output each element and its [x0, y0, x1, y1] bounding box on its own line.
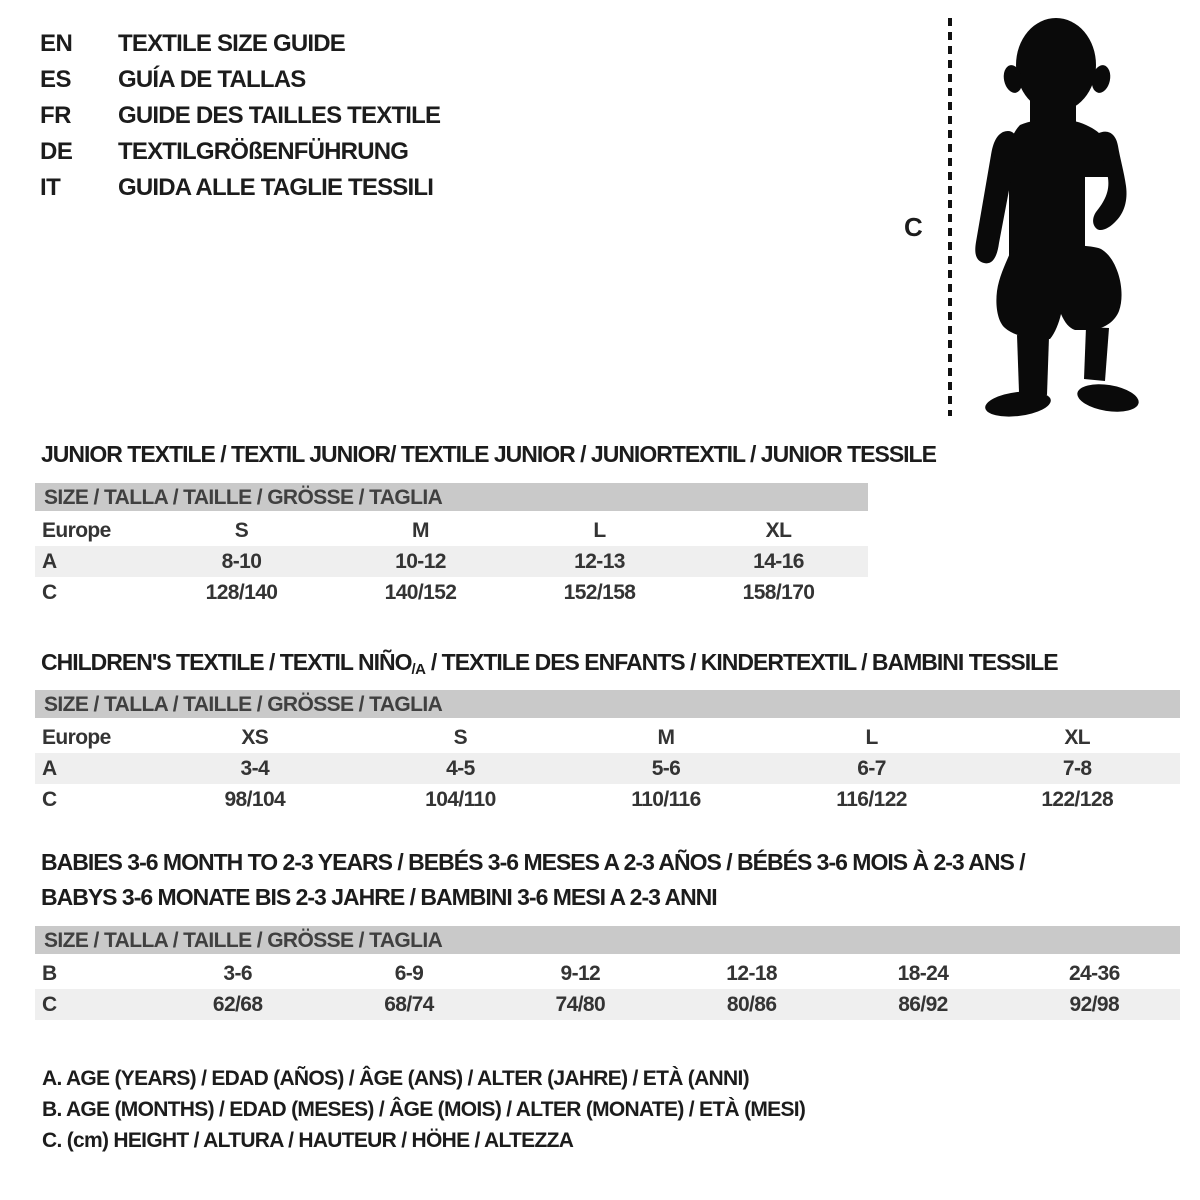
title-subscript: /A: [411, 661, 426, 678]
title-text: CHILDREN'S TEXTILE / TEXTIL NIÑO: [41, 649, 412, 675]
title-text: / TEXTILE DES ENFANTS / KINDERTEXTIL / BAMBINI TESSILE: [425, 649, 1058, 675]
size-value-cell: L: [593, 519, 606, 542]
table-row: [35, 753, 1180, 784]
guide-title: GUIDA ALLE TAGLIE TESSILI: [118, 174, 434, 201]
title-text: JUNIOR TEXTILE / TEXTIL JUNIOR/ TEXTILE JUNIOR / JUNIORTEXTIL / JUNIOR TESSILE: [41, 441, 936, 467]
section-title-line: [41, 437, 936, 472]
language-title-list: [40, 26, 440, 206]
size-value-cell: XL: [1064, 726, 1090, 749]
size-value-cell: 158/170: [742, 581, 815, 604]
section-children: [35, 645, 1180, 820]
legend-line: A. AGE (YEARS) / EDAD (AÑOS) / ÂGE (ANS) / ALTER (JAHRE) / ETÀ (ANNI): [42, 1067, 749, 1090]
row-label: Europe: [42, 726, 111, 749]
language-row: [40, 62, 440, 98]
row-label: C: [42, 581, 57, 604]
section-title-line: [41, 880, 1025, 915]
table-row: [35, 515, 868, 546]
section-title: [41, 437, 936, 472]
title-text: BABYS 3-6 MONATE BIS 2-3 JAHRE / BAMBINI 3-6 MESI A 2-3 ANNI: [41, 884, 717, 910]
size-value-cell: 14-16: [753, 550, 804, 573]
language-row: [40, 26, 440, 62]
size-value-cell: 98/104: [224, 788, 286, 811]
row-label: C: [42, 788, 57, 811]
size-value-cell: 7-8: [1062, 757, 1092, 780]
row-label: B: [42, 962, 57, 985]
size-value-cell: 86/92: [898, 993, 948, 1016]
language-row: [40, 98, 440, 134]
row-label: A: [42, 550, 57, 573]
title-text: BABIES 3-6 MONTH TO 2-3 YEARS / BEBÉS 3-6 MESES A 2-3 AÑOS / BÉBÉS 3-6 MOIS À 2-3 ANS /: [41, 849, 1025, 875]
size-value-cell: 92/98: [1069, 993, 1120, 1016]
section-title-line: [41, 645, 1058, 687]
size-value-cell: 8-10: [221, 550, 262, 573]
table-row: [35, 722, 1180, 753]
junior-size-table: [35, 483, 868, 608]
size-value-cell: M: [412, 519, 429, 542]
size-value-cell: 9-12: [560, 962, 601, 985]
size-header-bar: SIZE / TALLA / TAILLE / GRÖSSE / TAGLIA: [35, 690, 1180, 718]
row-label: A: [42, 757, 57, 780]
size-value-cell: 140/152: [384, 581, 457, 604]
language-code: IT: [40, 174, 61, 201]
table-rows: [35, 958, 1180, 1020]
legend-line: C. (cm) HEIGHT / ALTURA / HAUTEUR / HÖHE / ALTEZZA: [42, 1129, 574, 1152]
language-code: EN: [40, 30, 73, 57]
section-junior: [35, 437, 936, 612]
table-row: [35, 989, 1180, 1020]
size-value-cell: 3-6: [223, 962, 252, 985]
size-value-cell: 3-4: [240, 757, 270, 780]
row-label: Europe: [42, 519, 111, 542]
legend-line: B. AGE (MONTHS) / EDAD (MESES) / ÂGE (MOIS) / ALTER (MONATE) / ETÀ (MESI): [42, 1098, 806, 1121]
size-value-cell: 62/68: [212, 993, 263, 1016]
table-rows: [35, 722, 1180, 815]
size-value-cell: 116/122: [836, 788, 907, 811]
table-rows: [35, 515, 868, 608]
guide-title: TEXTILE SIZE GUIDE: [118, 30, 345, 57]
size-value-cell: XL: [765, 519, 792, 542]
size-value-cell: 5-6: [651, 757, 681, 780]
size-value-cell: 6-9: [394, 962, 424, 985]
size-value-cell: 10-12: [395, 550, 446, 573]
table-row: [35, 577, 868, 608]
size-value-cell: 68/74: [384, 993, 434, 1016]
table-row: [35, 784, 1180, 815]
language-code: ES: [40, 66, 72, 93]
section-babies: [35, 845, 1180, 1025]
size-value-cell: 80/86: [726, 993, 777, 1016]
size-value-cell: M: [657, 726, 675, 749]
size-value-cell: 24-36: [1068, 962, 1120, 985]
size-value-cell: 6-7: [857, 757, 886, 780]
size-value-cell: L: [865, 726, 878, 749]
language-row: [40, 170, 440, 206]
size-value-cell: 152/158: [563, 581, 636, 604]
size-value-cell: 122/128: [1041, 788, 1114, 811]
size-header-bar: SIZE / TALLA / TAILLE / GRÖSSE / TAGLIA: [35, 926, 1180, 954]
section-title: [41, 845, 1025, 915]
section-title: [41, 645, 1058, 687]
toddler-silhouette-graphic: [900, 10, 1180, 420]
size-value-cell: 110/116: [631, 788, 701, 811]
size-value-cell: XS: [241, 726, 269, 749]
height-measure-label: C: [904, 212, 923, 242]
row-label: C: [42, 993, 57, 1016]
guide-title: TEXTILGRÖßENFÜHRUNG: [118, 138, 409, 165]
size-value-cell: 104/110: [425, 788, 496, 811]
guide-title: GUIDE DES TAILLES TEXTILE: [118, 102, 441, 129]
size-value-cell: S: [234, 519, 249, 542]
size-value-cell: S: [453, 726, 468, 749]
language-row: [40, 134, 440, 170]
size-value-cell: 12-18: [726, 962, 777, 985]
toddler-silhouette: [975, 18, 1140, 420]
size-value-cell: 4-5: [446, 757, 475, 780]
children-size-table: [35, 690, 1180, 815]
language-code: DE: [40, 138, 73, 165]
size-header-bar: SIZE / TALLA / TAILLE / GRÖSSE / TAGLIA: [35, 483, 868, 511]
size-value-cell: 18-24: [897, 962, 949, 985]
size-value-cell: 128/140: [205, 581, 278, 604]
babies-size-table: [35, 926, 1180, 1020]
section-title-line: [41, 845, 1025, 880]
size-value-cell: 12-13: [574, 550, 625, 573]
table-row: [35, 958, 1180, 989]
table-row: [35, 546, 868, 577]
legend: [42, 1063, 805, 1156]
size-value-cell: 74/80: [555, 993, 606, 1016]
language-code: FR: [40, 102, 71, 129]
guide-title: GUÍA DE TALLAS: [118, 66, 306, 93]
